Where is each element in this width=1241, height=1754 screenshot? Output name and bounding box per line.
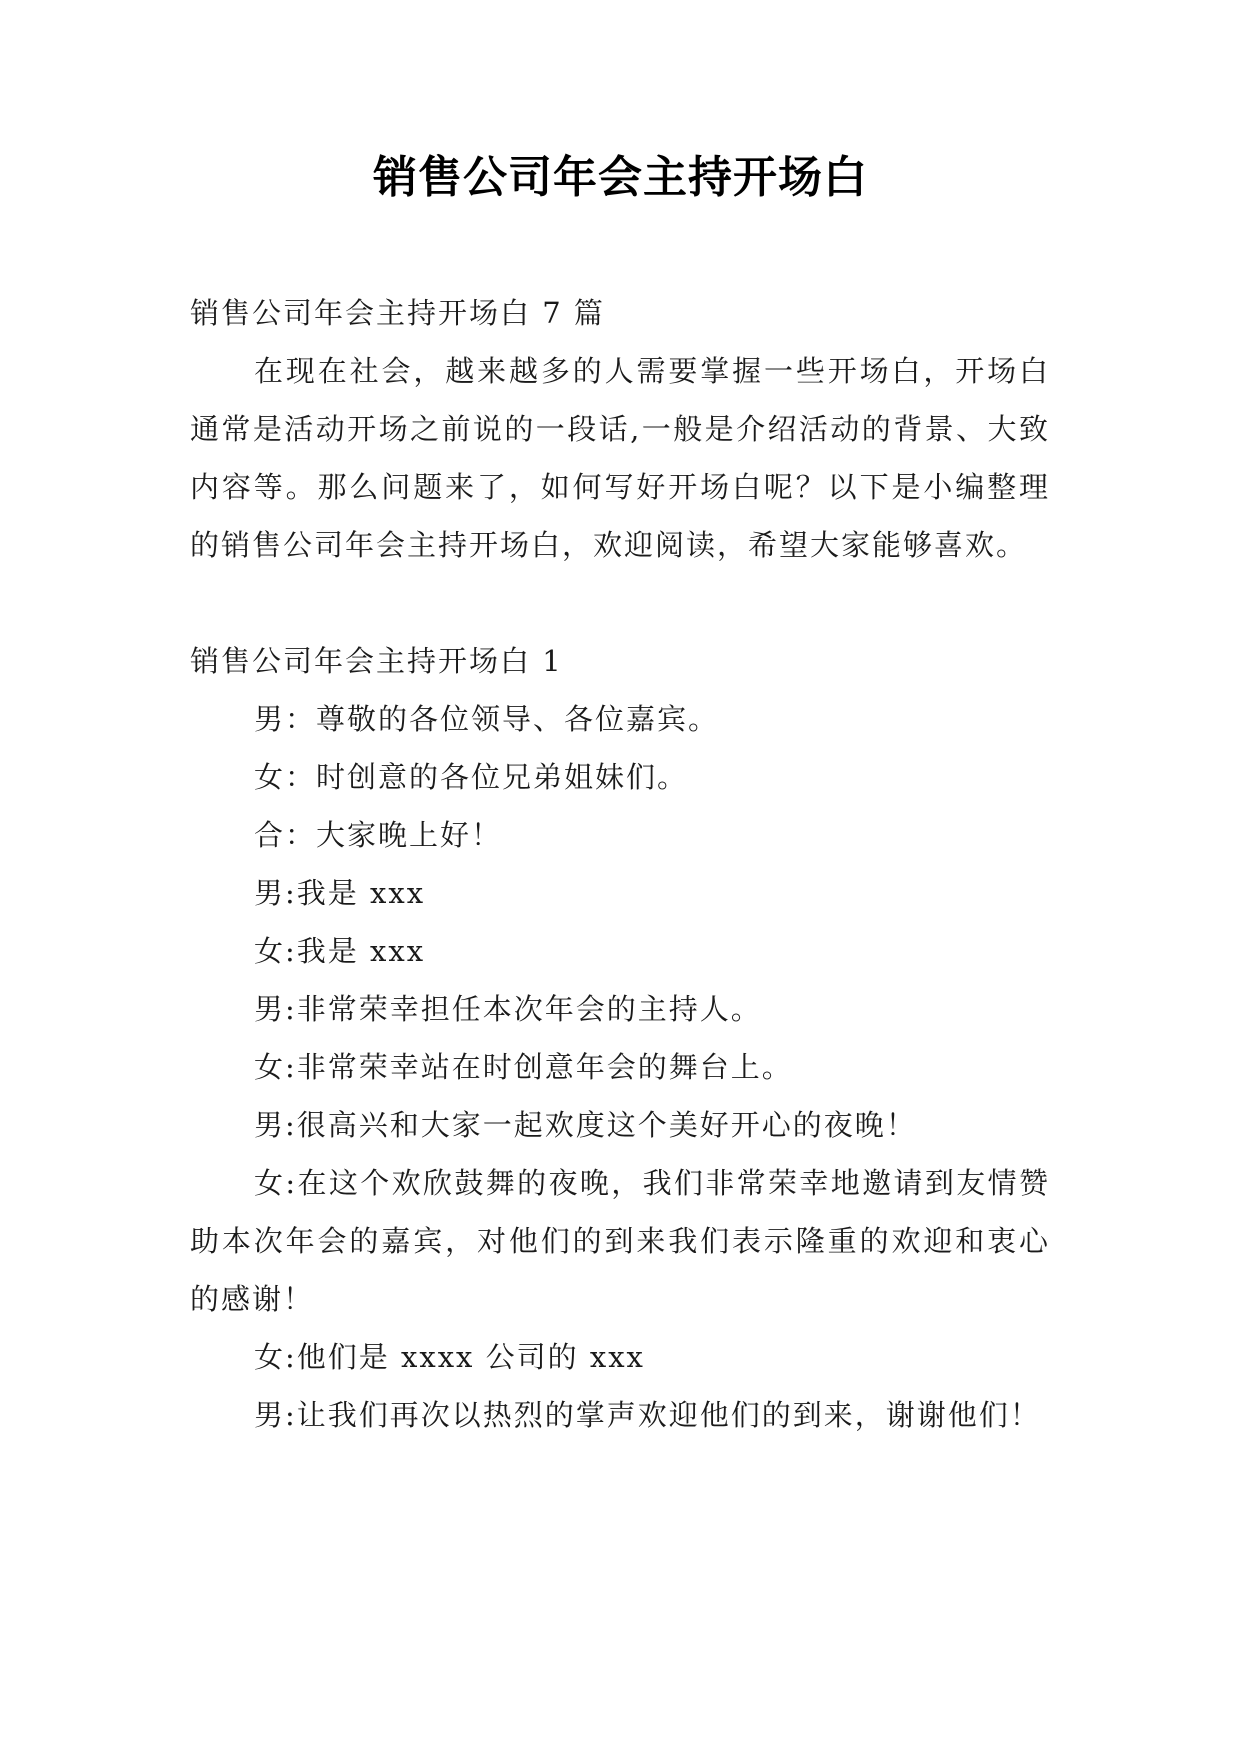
section-spacer bbox=[190, 574, 1050, 632]
dialogue-line: 女：时创意的各位兄弟姐妹们。 bbox=[254, 760, 689, 794]
intro-paragraph: 在现在社会，越来越多的人需要掌握一些开场白，开场白通常是活动开场之前说的一段话,一般是介绍活动的背景、大致内容等。那么问题来了，如何写好开场白呢？以下是小编整理的销售公司年会主持开场白，欢迎阅读，希望大家能够喜欢。 bbox=[190, 354, 1050, 562]
dialogue-line: 女:非常荣幸站在时创意年会的舞台上。 bbox=[254, 1050, 793, 1084]
dialogue-line: 女:在这个欢欣鼓舞的夜晚，我们非常荣幸地邀请到友情赞助本次年会的嘉宾，对他们的到来我们表示隆重的欢迎和衷心的感谢！ bbox=[190, 1166, 1050, 1316]
section-heading: 销售公司年会主持开场白 1 bbox=[190, 644, 563, 678]
dialogue-line: 女:我是 xxx bbox=[254, 934, 426, 968]
dialogue-line: 男：尊敬的各位领导、各位嘉宾。 bbox=[254, 702, 720, 736]
dialogue-line: 男:让我们再次以热烈的掌声欢迎他们的到来，谢谢他们！ bbox=[254, 1398, 1041, 1432]
dialogue-line: 男:我是 xxx bbox=[254, 876, 426, 910]
document-body bbox=[190, 284, 1050, 1444]
document-subtitle: 销售公司年会主持开场白 7 篇 bbox=[190, 296, 605, 330]
dialogue-line: 女:他们是 xxxx 公司的 xxx bbox=[254, 1340, 645, 1374]
dialogue-line: 男:非常荣幸担任本次年会的主持人。 bbox=[254, 992, 762, 1026]
document-title: 销售公司年会主持开场白 bbox=[373, 152, 868, 203]
dialogue-line: 男:很高兴和大家一起欢度这个美好开心的夜晚！ bbox=[254, 1108, 917, 1142]
dialogue-line: 合：大家晚上好！ bbox=[254, 818, 503, 852]
